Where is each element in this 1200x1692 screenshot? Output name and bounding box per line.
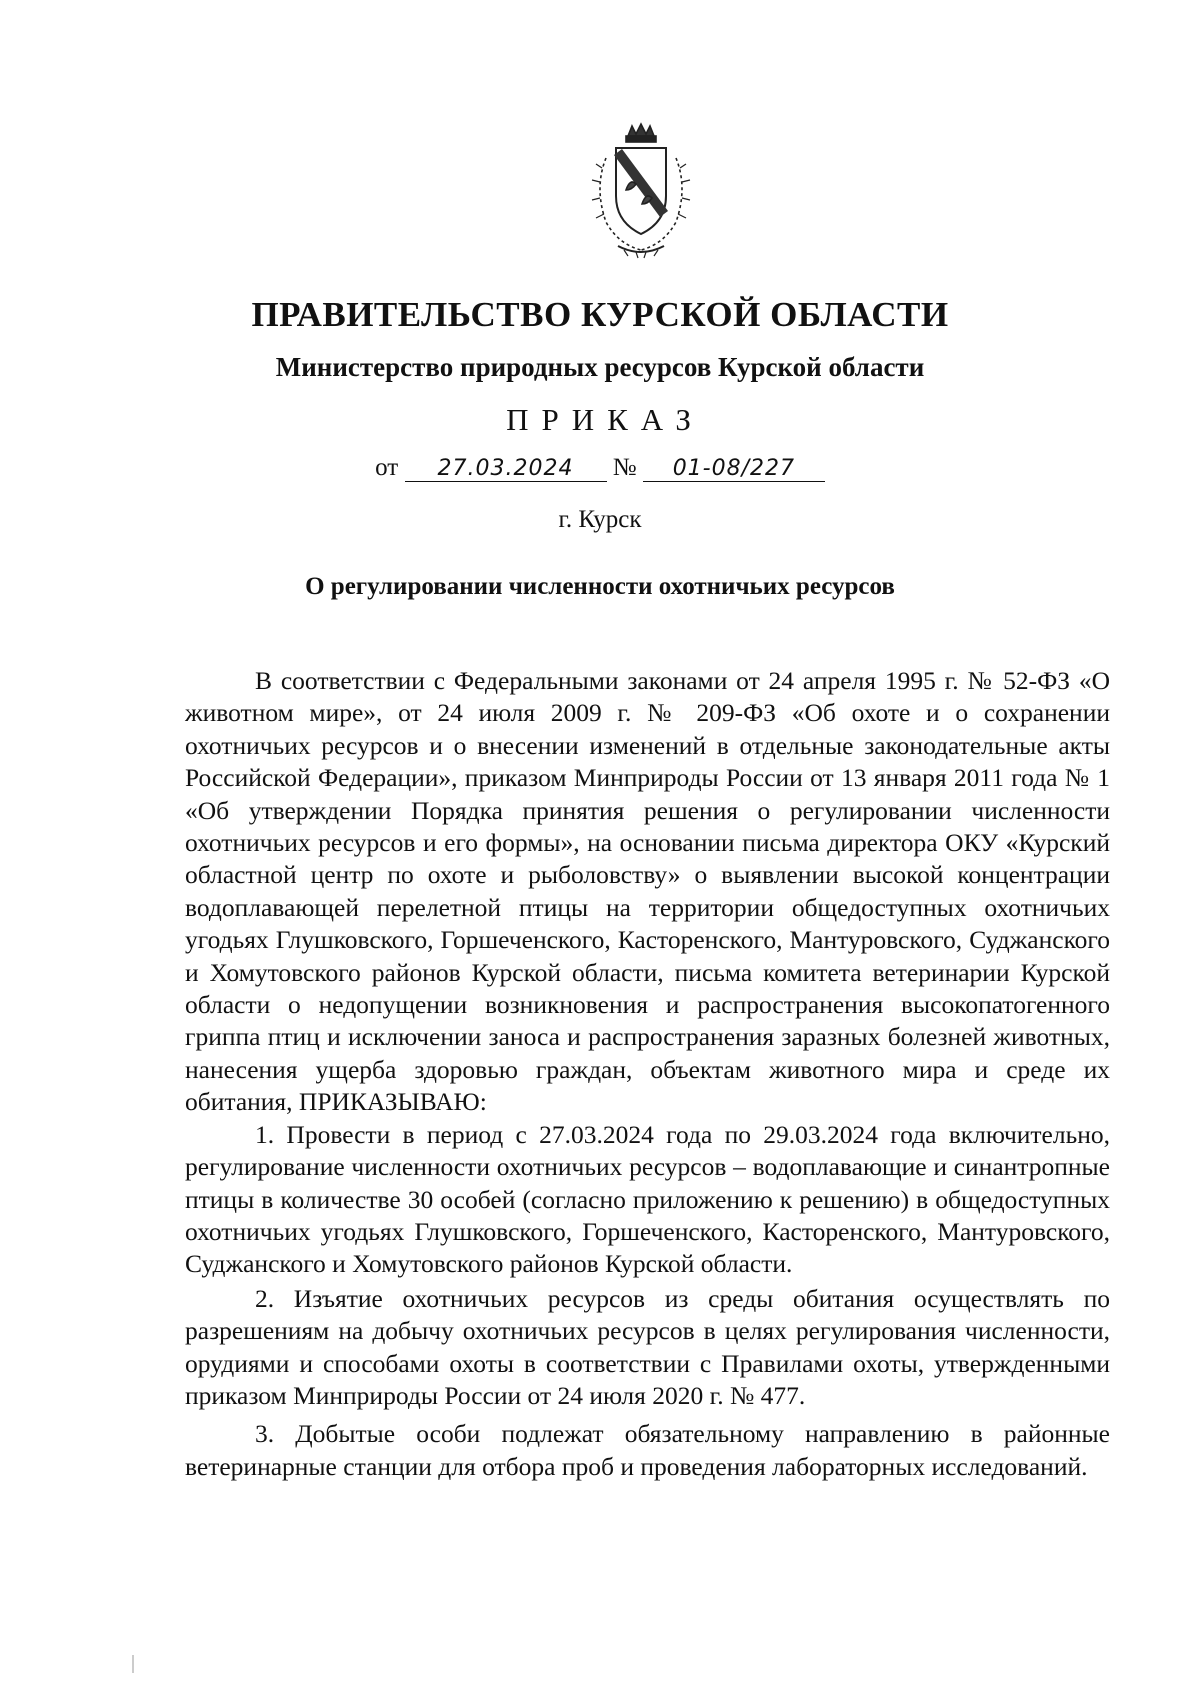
order-item-3: 3. Добытые особи подлежат обязательному направлению в районные ветеринарные станции для отбора проб и проведения лабораторных исследований.	[185, 1419, 1110, 1481]
government-name: ПРАВИТЕЛЬСТВО КУРСКОЙ ОБЛАСТИ	[251, 295, 949, 334]
city-name: г. Курск	[558, 506, 642, 533]
kursk-coat-of-arms-icon	[566, 118, 716, 268]
document-body	[185, 665, 1110, 1483]
number-prefix: №	[612, 454, 637, 481]
document-type: ПРИКАЗ	[506, 402, 704, 437]
handwritten-date: 27.03.2024	[405, 456, 607, 482]
document-title: О регулировании численности охотничьих ресурсов	[305, 573, 895, 600]
handwritten-number: 01-08/227	[643, 456, 825, 482]
scan-artifact	[132, 1655, 134, 1673]
order-item-2: 2. Изъятие охотничьих ресурсов из среды обитания осуществлять по разрешениям на добычу охотничьих ресурсов в целях регулирования численности, орудиями и способами охоты в соответствии с Правилами охоты, утвержденными приказом Минприроды России от 24 июля 2020 г. № 477.	[185, 1283, 1110, 1410]
order-item-1: 1. Провести в период с 27.03.2024 года по 29.03.2024 года включительно, регулирование численности охотничьих ресурсов – водоплавающие и синантропные птицы в количестве 30 особей (согласно приложению к решению) в общедоступных охотничьих угодьях Глушковского, Горшеченского, Касторенского, Мантуровского, Суджанского и Хомутовского районов Курской области.	[185, 1119, 1110, 1279]
preamble-paragraph: В соответствии с Федеральными законами от 24 апреля 1995 г. № 52-ФЗ «О животном мире», от 24 июля 2009 г. № 209-ФЗ «Об охоте и о сохранении охотничьих ресурсов и о внесении изменений в отдельные законодательные акты Российской Федерации», приказом Минприроды России от 13 января 2011 года № 1 «Об утверждении Порядка принятия решения о регулировании численности охотничьих ресурсов и его формы», на основании письма директора ОКУ «Курский областной центр по охоте и рыболовству» о выявлении высокой концентрации водоплавающей перелетной птицы на территории общедоступных охотничьих угодьях Глушковского, Горшеченского, Касторенского, Мантуровского, Суджанского и Хомутовского районов Курской области, письма комитета ветеринарии Курской области о недопущении возникновения и распространения высокопатогенного гриппа птиц и исключении заноса и распространения заразных болезней животных, нанесения ущерба здоровью граждан, объектам животного мира и среде их обитания, ПРИКАЗЫВАЮ:	[185, 666, 1110, 1117]
ministry-name: Министерство природных ресурсов Курской области	[275, 352, 925, 382]
order-date-number-line	[0, 454, 1200, 482]
date-prefix: от	[375, 454, 399, 481]
